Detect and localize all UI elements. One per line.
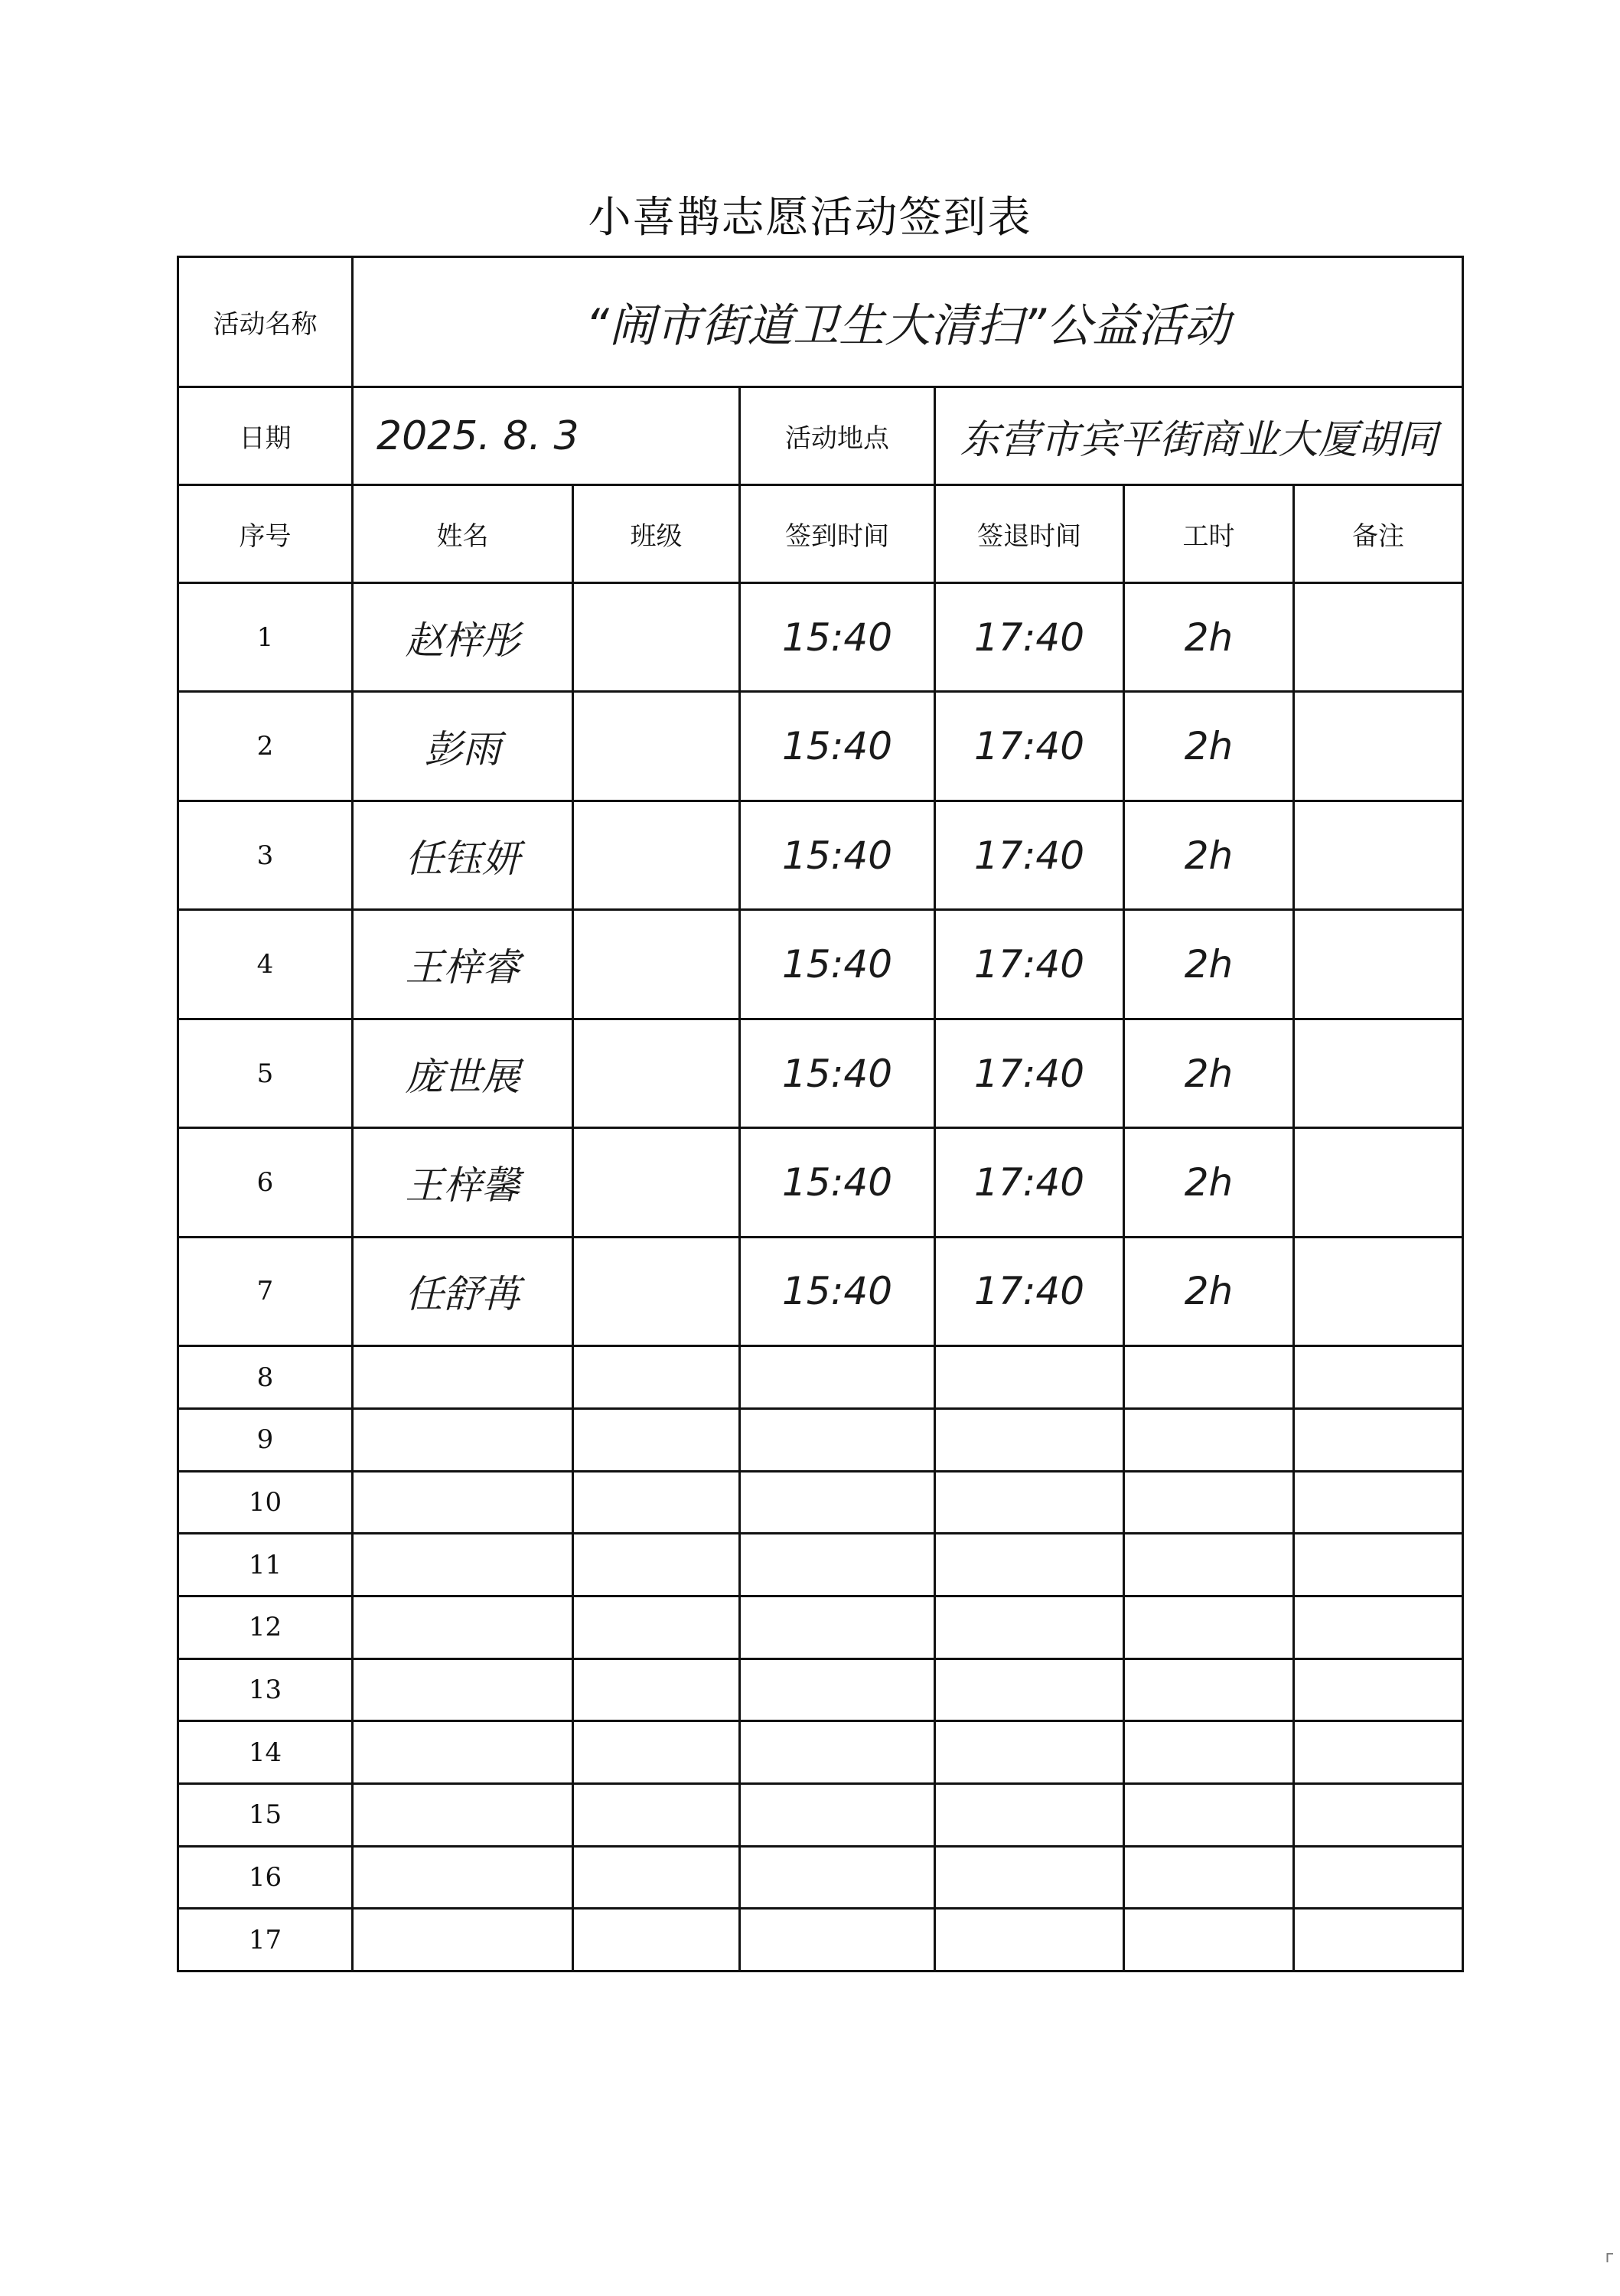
activity-name-row — [178, 257, 1463, 387]
activity-name-value: “闹市街道卫生大清扫”公益活动 — [353, 257, 1463, 387]
sign-in-cell — [740, 1534, 935, 1596]
class-cell — [573, 801, 740, 909]
hours-cell — [1124, 1534, 1294, 1596]
class-cell — [573, 692, 740, 801]
sign-in-cell: 15:40 — [740, 801, 935, 909]
page-title: 小喜鹊志愿活动签到表 — [588, 193, 1032, 243]
seq-cell: 5 — [178, 1019, 353, 1127]
seq-cell: 10 — [178, 1471, 353, 1534]
name-cell: 彭雨 — [353, 692, 573, 801]
header-seq: 序号 — [178, 485, 353, 583]
seq-cell: 16 — [178, 1846, 353, 1909]
activity-name-label: 活动名称 — [178, 257, 353, 387]
seq-cell: 14 — [178, 1721, 353, 1784]
hours-cell — [1124, 1596, 1294, 1658]
name-cell — [353, 1346, 573, 1409]
header-sign-out: 签退时间 — [935, 485, 1124, 583]
name-cell: 王梓馨 — [353, 1128, 573, 1237]
hours-cell — [1124, 1658, 1294, 1721]
note-cell — [1294, 692, 1463, 801]
seq-cell: 6 — [178, 1128, 353, 1237]
note-cell — [1294, 1658, 1463, 1721]
note-cell — [1294, 1019, 1463, 1127]
seq-cell: 8 — [178, 1346, 353, 1409]
seq-cell: 4 — [178, 910, 353, 1019]
signin-sheet — [177, 256, 1462, 1972]
hours-cell — [1124, 1783, 1294, 1846]
name-cell — [353, 1534, 573, 1596]
name-cell — [353, 1471, 573, 1534]
name-cell — [353, 1721, 573, 1784]
table-row — [178, 1408, 1463, 1471]
class-cell — [573, 1721, 740, 1784]
header-hours: 工时 — [1124, 485, 1294, 583]
header-row — [178, 485, 1463, 583]
seq-cell: 17 — [178, 1909, 353, 1971]
sign-in-cell — [740, 1721, 935, 1784]
hours-cell: 2h — [1124, 1237, 1294, 1345]
hours-cell — [1124, 1408, 1294, 1471]
table-row — [178, 1534, 1463, 1596]
location-label: 活动地点 — [740, 387, 935, 485]
header-name: 姓名 — [353, 485, 573, 583]
class-cell — [573, 910, 740, 1019]
corner-mark: г — [1605, 2248, 1614, 2267]
note-cell — [1294, 1128, 1463, 1237]
sign-out-cell — [935, 1658, 1124, 1721]
seq-cell: 15 — [178, 1783, 353, 1846]
sign-out-cell: 17:40 — [935, 583, 1124, 692]
note-cell — [1294, 1783, 1463, 1846]
table-row — [178, 1346, 1463, 1409]
seq-cell: 12 — [178, 1596, 353, 1658]
sign-out-cell: 17:40 — [935, 910, 1124, 1019]
sign-out-cell: 17:40 — [935, 1237, 1124, 1345]
class-cell — [573, 1019, 740, 1127]
date-location-row — [178, 387, 1463, 485]
hours-cell: 2h — [1124, 1128, 1294, 1237]
sign-out-cell — [935, 1783, 1124, 1846]
date-label: 日期 — [178, 387, 353, 485]
note-cell — [1294, 1237, 1463, 1345]
name-cell: 赵梓彤 — [353, 583, 573, 692]
sign-out-cell — [935, 1596, 1124, 1658]
class-cell — [573, 1534, 740, 1596]
note-cell — [1294, 1909, 1463, 1971]
sign-out-cell: 17:40 — [935, 1019, 1124, 1127]
note-cell — [1294, 583, 1463, 692]
class-cell — [573, 1346, 740, 1409]
sign-in-cell — [740, 1408, 935, 1471]
table-row — [178, 801, 1463, 909]
sign-in-cell — [740, 1846, 935, 1909]
note-cell — [1294, 1846, 1463, 1909]
sign-out-cell — [935, 1408, 1124, 1471]
note-cell — [1294, 1534, 1463, 1596]
name-cell — [353, 1783, 573, 1846]
class-cell — [573, 1128, 740, 1237]
date-value: 2025. 8. 3 — [353, 387, 740, 485]
class-cell — [573, 1471, 740, 1534]
table-row — [178, 1658, 1463, 1721]
table-row — [178, 692, 1463, 801]
name-cell — [353, 1596, 573, 1658]
sign-in-cell — [740, 1658, 935, 1721]
seq-cell: 3 — [178, 801, 353, 909]
signin-table — [177, 256, 1464, 1972]
sign-out-cell — [935, 1471, 1124, 1534]
note-cell — [1294, 1346, 1463, 1409]
class-cell — [573, 1909, 740, 1971]
sign-out-cell — [935, 1721, 1124, 1784]
sign-out-cell — [935, 1346, 1124, 1409]
class-cell — [573, 1408, 740, 1471]
table-row — [178, 910, 1463, 1019]
name-cell — [353, 1408, 573, 1471]
sign-in-cell — [740, 1909, 935, 1971]
hours-cell: 2h — [1124, 583, 1294, 692]
seq-cell: 9 — [178, 1408, 353, 1471]
table-row — [178, 1909, 1463, 1971]
note-cell — [1294, 1596, 1463, 1658]
note-cell — [1294, 910, 1463, 1019]
name-cell: 任钰妍 — [353, 801, 573, 909]
hours-cell: 2h — [1124, 801, 1294, 909]
location-value: 东营市宾平街商业大厦胡同 — [935, 387, 1463, 485]
table-row — [178, 1783, 1463, 1846]
sign-out-cell — [935, 1846, 1124, 1909]
name-cell — [353, 1846, 573, 1909]
sign-out-cell: 17:40 — [935, 801, 1124, 909]
sign-in-cell — [740, 1346, 935, 1409]
table-row — [178, 1237, 1463, 1345]
hours-cell: 2h — [1124, 692, 1294, 801]
sign-in-cell: 15:40 — [740, 1128, 935, 1237]
class-cell — [573, 1596, 740, 1658]
class-cell — [573, 1846, 740, 1909]
sign-in-cell: 15:40 — [740, 692, 935, 801]
table-row — [178, 583, 1463, 692]
class-cell — [573, 1783, 740, 1846]
hours-cell — [1124, 1721, 1294, 1784]
sign-out-cell — [935, 1909, 1124, 1971]
seq-cell: 1 — [178, 583, 353, 692]
hours-cell: 2h — [1124, 910, 1294, 1019]
sign-in-cell: 15:40 — [740, 910, 935, 1019]
hours-cell — [1124, 1846, 1294, 1909]
hours-cell — [1124, 1471, 1294, 1534]
hours-cell: 2h — [1124, 1019, 1294, 1127]
table-row — [178, 1128, 1463, 1237]
sign-in-cell — [740, 1596, 935, 1658]
seq-cell: 2 — [178, 692, 353, 801]
note-cell — [1294, 801, 1463, 909]
note-cell — [1294, 1408, 1463, 1471]
table-row — [178, 1596, 1463, 1658]
sign-in-cell: 15:40 — [740, 583, 935, 692]
name-cell — [353, 1909, 573, 1971]
table-row — [178, 1019, 1463, 1127]
sign-in-cell: 15:40 — [740, 1237, 935, 1345]
table-row — [178, 1846, 1463, 1909]
sign-in-cell — [740, 1783, 935, 1846]
sign-out-cell: 17:40 — [935, 1128, 1124, 1237]
class-cell — [573, 583, 740, 692]
seq-cell: 11 — [178, 1534, 353, 1596]
name-cell: 任舒苒 — [353, 1237, 573, 1345]
note-cell — [1294, 1471, 1463, 1534]
name-cell: 庞世展 — [353, 1019, 573, 1127]
header-sign-in: 签到时间 — [740, 485, 935, 583]
class-cell — [573, 1237, 740, 1345]
header-note: 备注 — [1294, 485, 1463, 583]
header-class: 班级 — [573, 485, 740, 583]
note-cell — [1294, 1721, 1463, 1784]
hours-cell — [1124, 1346, 1294, 1409]
name-cell: 王梓睿 — [353, 910, 573, 1019]
name-cell — [353, 1658, 573, 1721]
table-row — [178, 1471, 1463, 1534]
seq-cell: 7 — [178, 1237, 353, 1345]
hours-cell — [1124, 1909, 1294, 1971]
table-row — [178, 1721, 1463, 1784]
class-cell — [573, 1658, 740, 1721]
sign-in-cell — [740, 1471, 935, 1534]
sign-out-cell — [935, 1534, 1124, 1596]
sign-out-cell: 17:40 — [935, 692, 1124, 801]
seq-cell: 13 — [178, 1658, 353, 1721]
sign-in-cell: 15:40 — [740, 1019, 935, 1127]
